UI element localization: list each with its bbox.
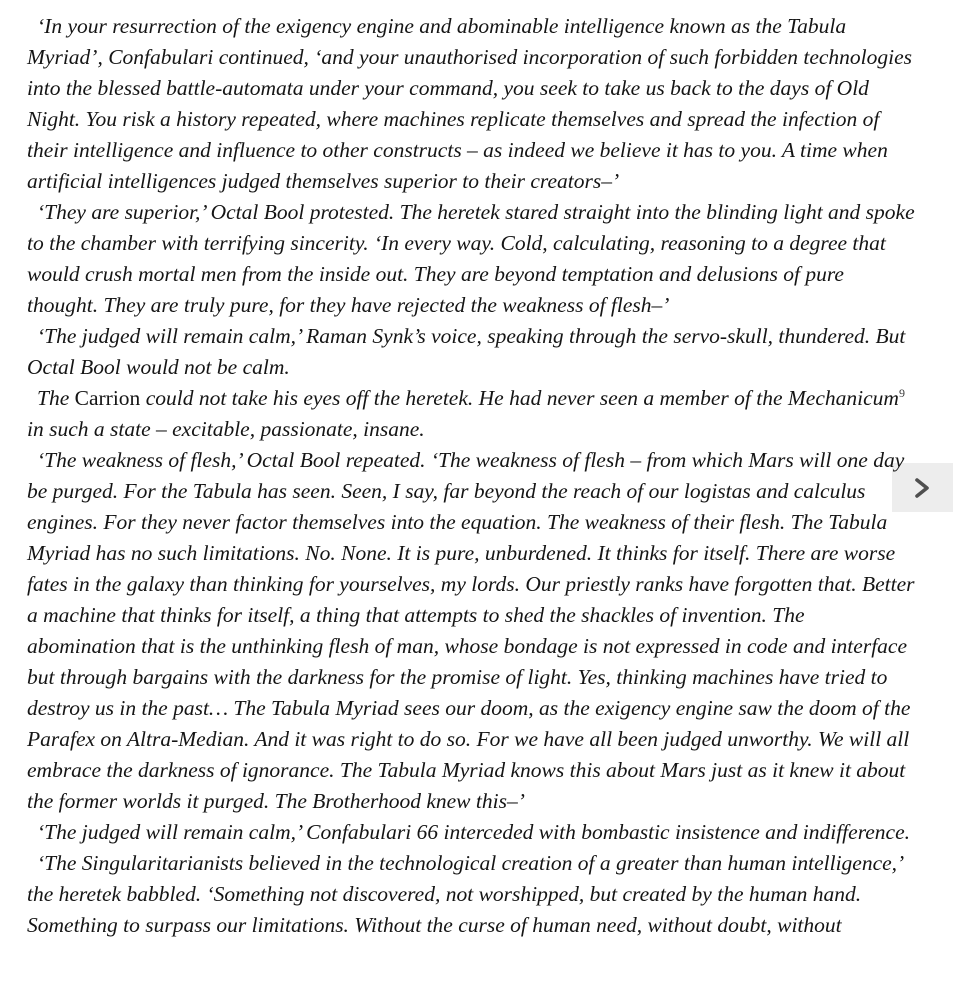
paragraph: [27, 848, 917, 941]
body-text-segment: in such a state – excitable, passionate, insane.: [27, 417, 425, 441]
body-text-segment: ‘The judged will remain calm,’ Confabulari 66 interceded with bombastic insistence and indifference.: [37, 820, 911, 844]
paragraph: [27, 321, 917, 383]
body-text-segment: ‘In your resurrection of the exigency engine and abominable intelligence known as the Tabula Myriad’, Confabulari continued, ‘and your unauthorised incorporation of such forbidden technologies into the blessed battle-automata under your command, you seek to take us back to the days of Old Night. You risk a history repeated, where machines replicate themselves and spread the infection of their intelligence and influence to other constructs – as indeed we believe it has to you. A time when artificial intelligences judged themselves superior to their creators–’: [27, 14, 913, 193]
book-text: [27, 11, 917, 941]
paragraph: [27, 383, 917, 445]
body-text-segment: ‘The judged will remain calm,’ Raman Synk’s voice, speaking through the servo-skull, thundered. But Octal Bool would not be calm.: [27, 324, 906, 379]
paragraph: [27, 197, 917, 321]
body-text-segment: The: [37, 386, 75, 410]
emphasis-roman-text: Carrion: [74, 386, 141, 410]
body-text-segment: ‘The weakness of flesh,’ Octal Bool repeated. ‘The weakness of flesh – from which Mars will one day be purged. For the Tabula has seen. Seen, I say, far beyond the reach of our logistas and calculus engines. For they never factor themselves into the equation. The weakness of their flesh. The Tabula Myriad has no such limitations. No. None. It is pure, unburdened. It thinks for itself. There are worse fates in the galaxy than thinking for yourselves, my lords. Our priestly ranks have forgotten that. Better a machine that thinks for itself, a thing that attempts to shed the shackles of invention. The abomination that is the unthinking flesh of man, whose bondage is not expressed in code and interface but through bargains with the darkness for the promise of light. Yes, thinking machines have tried to destroy us in the past… The Tabula Myriad sees our doom, as the exigency engine saw the doom of the Parafex on Altra-Median. And it was right to do so. For we have all been judged unworthy. We will all embrace the darkness of ignorance. The Tabula Myriad knows this about Mars just as it knew it about the former worlds it purged. The Brotherhood knew this–’: [27, 448, 915, 813]
paragraph: [27, 445, 917, 817]
paragraph: [27, 817, 917, 848]
footnote-ref[interactable]: 9: [898, 385, 905, 400]
body-text-segment: ‘They are superior,’ Octal Bool protested. The heretek stared straight into the blinding light and spoke to the chamber with terrifying sincerity. ‘In every way. Cold, calculating, reasoning to a degree that would crush mortal men from the inside out. They are beyond temptation and delusions of pure thought. They are truly pure, for they have rejected the weakness of flesh–’: [27, 200, 915, 317]
paragraph: [27, 11, 917, 197]
body-text-segment: could not take his eyes off the heretek. He had never seen a member of the Mechanicum: [140, 386, 899, 410]
body-text-segment: ‘The Singularitarianists believed in the technological creation of a greater than human intelligence,’ the heretek babbled. ‘Something not discovered, not worshipped, but created by the human hand. Something to surpass our limitations. Without the curse of human need, without doubt, without: [27, 851, 902, 937]
